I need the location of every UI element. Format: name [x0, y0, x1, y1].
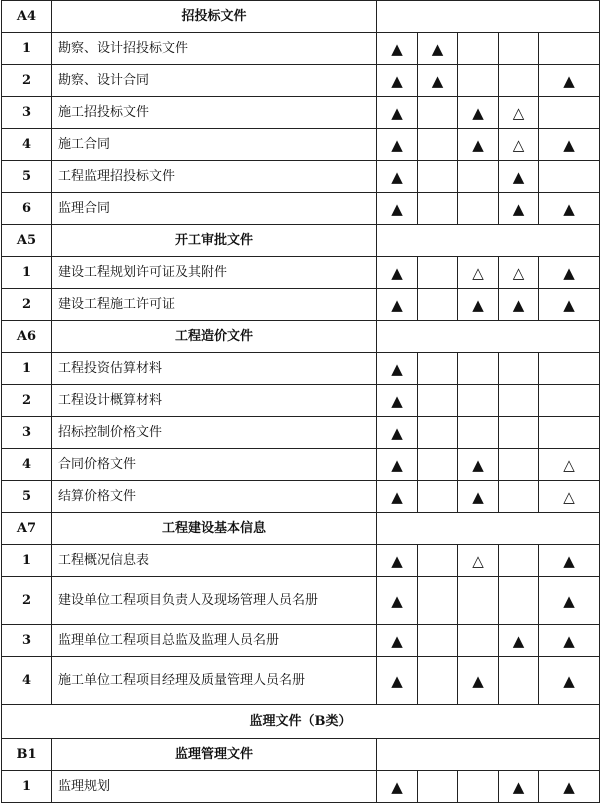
archive-mark-1: ▲ — [377, 97, 418, 129]
archive-mark-5: ▲ — [539, 657, 600, 705]
archive-mark-3 — [458, 353, 499, 385]
section-marks-blank — [377, 1, 600, 33]
archive-mark-5 — [539, 97, 600, 129]
archive-mark-3: ▲ — [458, 129, 499, 161]
table-row — [2, 545, 600, 577]
item-name: 结算价格文件 — [52, 481, 377, 513]
table-row — [2, 577, 600, 625]
archive-mark-2 — [418, 257, 458, 289]
table-row — [2, 65, 600, 97]
table-row — [2, 289, 600, 321]
item-number: 1 — [2, 257, 52, 289]
item-number: 5 — [2, 161, 52, 193]
section-code: A5 — [2, 225, 52, 257]
table-row — [2, 417, 600, 449]
archive-mark-5: △ — [539, 449, 600, 481]
archive-mark-2: ▲ — [418, 33, 458, 65]
item-name: 施工招投标文件 — [52, 97, 377, 129]
archive-mark-4: △ — [499, 129, 539, 161]
archive-mark-5: ▲ — [539, 193, 600, 225]
item-name: 施工合同 — [52, 129, 377, 161]
table-body — [2, 1, 600, 803]
section-marks-blank — [377, 739, 600, 771]
table-row — [2, 97, 600, 129]
archive-mark-5: △ — [539, 481, 600, 513]
archive-mark-5: ▲ — [539, 129, 600, 161]
archive-mark-4: ▲ — [499, 161, 539, 193]
item-number: 3 — [2, 417, 52, 449]
section-title: 监理管理文件 — [52, 739, 377, 771]
archive-mark-4: ▲ — [499, 193, 539, 225]
archive-mark-2 — [418, 353, 458, 385]
archive-mark-3 — [458, 625, 499, 657]
archive-mark-2 — [418, 577, 458, 625]
item-name: 工程设计概算材料 — [52, 385, 377, 417]
table-row — [2, 771, 600, 803]
archive-mark-1: ▲ — [377, 385, 418, 417]
table-row — [2, 657, 600, 705]
archive-mark-2 — [418, 625, 458, 657]
table-row — [2, 193, 600, 225]
archive-mark-3: ▲ — [458, 449, 499, 481]
archive-mark-4 — [499, 65, 539, 97]
archive-mark-1: ▲ — [377, 545, 418, 577]
archive-mark-3 — [458, 417, 499, 449]
archive-mark-3: ▲ — [458, 481, 499, 513]
archive-mark-4 — [499, 417, 539, 449]
item-name: 合同价格文件 — [52, 449, 377, 481]
archive-mark-2 — [418, 97, 458, 129]
archive-mark-4 — [499, 33, 539, 65]
section-row — [2, 1, 600, 33]
item-name: 建设工程施工许可证 — [52, 289, 377, 321]
item-number: 4 — [2, 129, 52, 161]
archive-mark-5 — [539, 33, 600, 65]
archive-mark-1: ▲ — [377, 257, 418, 289]
archive-mark-4 — [499, 353, 539, 385]
section-code: A6 — [2, 321, 52, 353]
archive-mark-1: ▲ — [377, 33, 418, 65]
archive-mark-1: ▲ — [377, 417, 418, 449]
archive-mark-4: ▲ — [499, 625, 539, 657]
item-number: 1 — [2, 771, 52, 803]
table-row — [2, 625, 600, 657]
archive-mark-5 — [539, 353, 600, 385]
archive-mark-3: △ — [458, 257, 499, 289]
archive-mark-3 — [458, 193, 499, 225]
archive-mark-5: ▲ — [539, 257, 600, 289]
archive-mark-2 — [418, 417, 458, 449]
archive-mark-1: ▲ — [377, 353, 418, 385]
archive-mark-2 — [418, 193, 458, 225]
item-number: 5 — [2, 481, 52, 513]
archive-mark-5 — [539, 161, 600, 193]
item-number: 4 — [2, 657, 52, 705]
section-row — [2, 739, 600, 771]
item-name: 建设工程规划许可证及其附件 — [52, 257, 377, 289]
section-row — [2, 225, 600, 257]
item-name: 勘察、设计合同 — [52, 65, 377, 97]
section-code: A4 — [2, 1, 52, 33]
table-row — [2, 33, 600, 65]
section-marks-blank — [377, 321, 600, 353]
archive-mark-5: ▲ — [539, 545, 600, 577]
item-name: 施工单位工程项目经理及质量管理人员名册 — [52, 657, 377, 705]
archive-mark-3: ▲ — [458, 97, 499, 129]
archive-mark-1: ▲ — [377, 449, 418, 481]
table-row — [2, 481, 600, 513]
archive-mark-1: ▲ — [377, 771, 418, 803]
section-title: 工程造价文件 — [52, 321, 377, 353]
archive-mark-2 — [418, 449, 458, 481]
archive-mark-2 — [418, 385, 458, 417]
table-row — [2, 385, 600, 417]
category-title: 监理文件（B类） — [2, 705, 600, 739]
archive-mark-4 — [499, 545, 539, 577]
archive-mark-2 — [418, 771, 458, 803]
section-code: B1 — [2, 739, 52, 771]
archive-mark-3 — [458, 385, 499, 417]
archive-mark-5: ▲ — [539, 65, 600, 97]
item-name: 监理规划 — [52, 771, 377, 803]
item-number: 3 — [2, 97, 52, 129]
archive-mark-4 — [499, 481, 539, 513]
archive-mark-1: ▲ — [377, 657, 418, 705]
archive-mark-5: ▲ — [539, 577, 600, 625]
archive-mark-5 — [539, 417, 600, 449]
section-title: 工程建设基本信息 — [52, 513, 377, 545]
item-number: 1 — [2, 353, 52, 385]
archive-mark-4 — [499, 449, 539, 481]
item-number: 3 — [2, 625, 52, 657]
section-row — [2, 321, 600, 353]
archive-mark-4 — [499, 577, 539, 625]
item-name: 工程监理招投标文件 — [52, 161, 377, 193]
archive-mark-5: ▲ — [539, 289, 600, 321]
archive-mark-3: ▲ — [458, 657, 499, 705]
archive-mark-2 — [418, 545, 458, 577]
archive-mark-4: ▲ — [499, 771, 539, 803]
item-number: 1 — [2, 33, 52, 65]
table-row — [2, 353, 600, 385]
archive-mark-1: ▲ — [377, 289, 418, 321]
archive-mark-3: △ — [458, 545, 499, 577]
archive-mark-2 — [418, 657, 458, 705]
archive-mark-1: ▲ — [377, 65, 418, 97]
section-marks-blank — [377, 225, 600, 257]
section-title: 开工审批文件 — [52, 225, 377, 257]
archive-mark-1: ▲ — [377, 161, 418, 193]
archive-mark-3 — [458, 577, 499, 625]
archive-mark-4 — [499, 657, 539, 705]
item-number: 2 — [2, 385, 52, 417]
archive-mark-5 — [539, 385, 600, 417]
item-number: 2 — [2, 577, 52, 625]
item-number: 2 — [2, 65, 52, 97]
item-number: 6 — [2, 193, 52, 225]
item-number: 4 — [2, 449, 52, 481]
item-name: 监理合同 — [52, 193, 377, 225]
archive-mark-2: ▲ — [418, 65, 458, 97]
item-name: 勘察、设计招投标文件 — [52, 33, 377, 65]
archive-mark-1: ▲ — [377, 481, 418, 513]
archive-mark-2 — [418, 129, 458, 161]
section-code: A7 — [2, 513, 52, 545]
archive-mark-1: ▲ — [377, 193, 418, 225]
archive-mark-5: ▲ — [539, 771, 600, 803]
archive-mark-3 — [458, 65, 499, 97]
archive-mark-1: ▲ — [377, 129, 418, 161]
archive-mark-2 — [418, 289, 458, 321]
archive-mark-1: ▲ — [377, 577, 418, 625]
section-row — [2, 513, 600, 545]
section-title: 招投标文件 — [52, 1, 377, 33]
table-row — [2, 161, 600, 193]
section-marks-blank — [377, 513, 600, 545]
archive-mark-4 — [499, 385, 539, 417]
item-number: 1 — [2, 545, 52, 577]
table-row — [2, 257, 600, 289]
archive-mark-4: ▲ — [499, 289, 539, 321]
archive-mark-3 — [458, 771, 499, 803]
archive-mark-3 — [458, 161, 499, 193]
item-name: 建设单位工程项目负责人及现场管理人员名册 — [52, 577, 377, 625]
archive-mark-2 — [418, 161, 458, 193]
archive-mark-4: △ — [499, 97, 539, 129]
item-number: 2 — [2, 289, 52, 321]
archive-mark-4: △ — [499, 257, 539, 289]
archive-mark-1: ▲ — [377, 625, 418, 657]
archive-document-table — [1, 0, 600, 803]
category-row — [2, 705, 600, 739]
item-name: 工程投资估算材料 — [52, 353, 377, 385]
item-name: 招标控制价格文件 — [52, 417, 377, 449]
item-name: 工程概况信息表 — [52, 545, 377, 577]
item-name: 监理单位工程项目总监及监理人员名册 — [52, 625, 377, 657]
archive-mark-5: ▲ — [539, 625, 600, 657]
archive-mark-2 — [418, 481, 458, 513]
table-row — [2, 129, 600, 161]
archive-mark-3 — [458, 33, 499, 65]
archive-mark-3: ▲ — [458, 289, 499, 321]
table-row — [2, 449, 600, 481]
